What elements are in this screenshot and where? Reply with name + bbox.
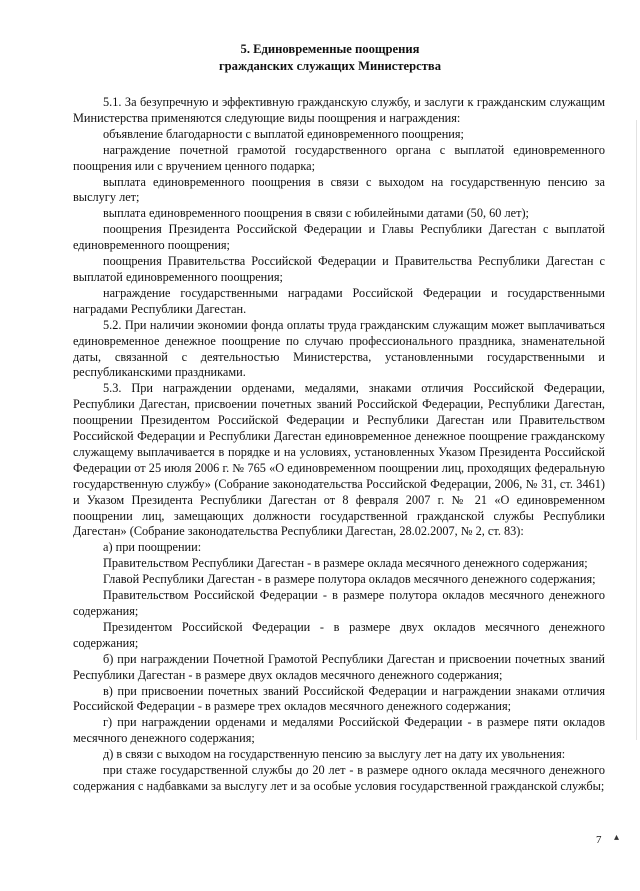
paragraph: Правительством Российской Федерации - в размере полутора окладов месячного денежного содержания; bbox=[73, 588, 605, 618]
paragraph: г) при награждении орденами и медалями Российской Федерации - в размере пяти окладов месячного денежного содержания; bbox=[73, 715, 605, 746]
paragraph: награждение государственными наградами Российской Федерации и государственными наградами Республики Дагестан. bbox=[73, 285, 605, 316]
paragraph: Президентом Российской Федерации - в размере двух окладов месячного денежного содержания; bbox=[73, 619, 605, 650]
paragraph: выплата единовременного поощрения в связи с юбилейными датами (50, 60 лет); bbox=[103, 206, 529, 221]
paragraph: при стаже государственной службы до 20 лет - в размере одного оклада месячного денежного содержания с надбавками за выслугу лет и за особые условия государственной гражданской службы; bbox=[73, 763, 605, 793]
paragraph: а) при поощрении: bbox=[103, 540, 202, 555]
paragraph: выплата единовременного поощрения в связи с выходом на государственную пенсию за выслугу лет; bbox=[73, 174, 605, 205]
paragraph: 5.2. При наличии экономии фонда оплаты труда гражданским служащим может выплачиваться единовременное денежное поощрение по случаю профессионального праздника, знаменательной даты, связанной с деятельностью Министерства, установленными государственными и республиканскими праздниками. bbox=[73, 317, 605, 380]
paragraph: д) в связи с выходом на государственную пенсию за выслугу лет на дату их увольнения: bbox=[103, 747, 566, 762]
paragraph: Главой Республики Дагестан - в размере полутора окладов месячного денежного содержания; bbox=[103, 572, 596, 587]
paragraph: объявление благодарности с выплатой единовременного поощрения; bbox=[103, 126, 464, 141]
paragraph: поощрения Президента Российской Федерации и Главы Республики Дагестан с выплатой единовременного поощрения; bbox=[73, 222, 605, 253]
scan-edge-line bbox=[636, 120, 637, 740]
document-body bbox=[73, 95, 605, 795]
paragraph: в) при присвоении почетных званий Российской Федерации и награждении знаками отличия Российской Федерации - в размере трех окладов месячного денежного содержания; bbox=[73, 683, 605, 714]
heading-line-1: 5. Единовременные поощрения bbox=[240, 42, 420, 56]
paragraph: поощрения Правительства Российской Федерации и Правительства Республики Дагестан с выплатой единовременного поощрения; bbox=[73, 254, 605, 284]
scan-artifact-mark: ▴ bbox=[614, 832, 620, 843]
page-number: 7 bbox=[596, 834, 602, 846]
paragraph: 5.1. За безупречную и эффективную гражданскую службу, и заслуги к гражданским служащим Министерства применяются следующие виды поощрения и награждения: bbox=[73, 95, 605, 125]
paragraph: б) при награждении Почетной Грамотой Республики Дагестан и присвоении почетных званий Республики Дагестан - в размере двух окладов месячного денежного содержания; bbox=[73, 651, 605, 682]
heading-line-2: гражданских служащих Министерства bbox=[218, 59, 442, 73]
paragraph: Правительством Республики Дагестан - в размере оклада месячного денежного содержания; bbox=[103, 556, 588, 571]
section-heading bbox=[60, 41, 600, 75]
paragraph: награждение почетной грамотой государственного органа с выплатой единовременного поощрения или с вручением ценного подарка; bbox=[73, 142, 605, 173]
paragraph: 5.3. При награждении орденами, медалями, знаками отличия Российской Федерации, Республики Дагестан, присвоении почетных званий Российской Федерации, Республики Дагестан, поощрении Президентом Российской Федерации и Республики Дагестан или Правительством Российской Федерации и Республики Дагестан единовременное денежное поощрение гражданскому служащему выплачивается в порядке и на условиях, установленных Указом Президента Российской Федерации от 25 июля 2006 г. № 765 «О единовременном поощрении лиц, проходящих федеральную государственную службу» (Собрание законодательства Российской Федерации, 2006, № 31, ст. 3461) и Указом Президента Республики Дагестан от 8 февраля 2007 г. № 21 «О единовременном поощрении лиц, замещающих должности государственной гражданской службы Республики Дагестан» (Собрание законодательства Республики Дагестан, 28.02.2007, № 2, ст. 83): bbox=[73, 381, 605, 539]
